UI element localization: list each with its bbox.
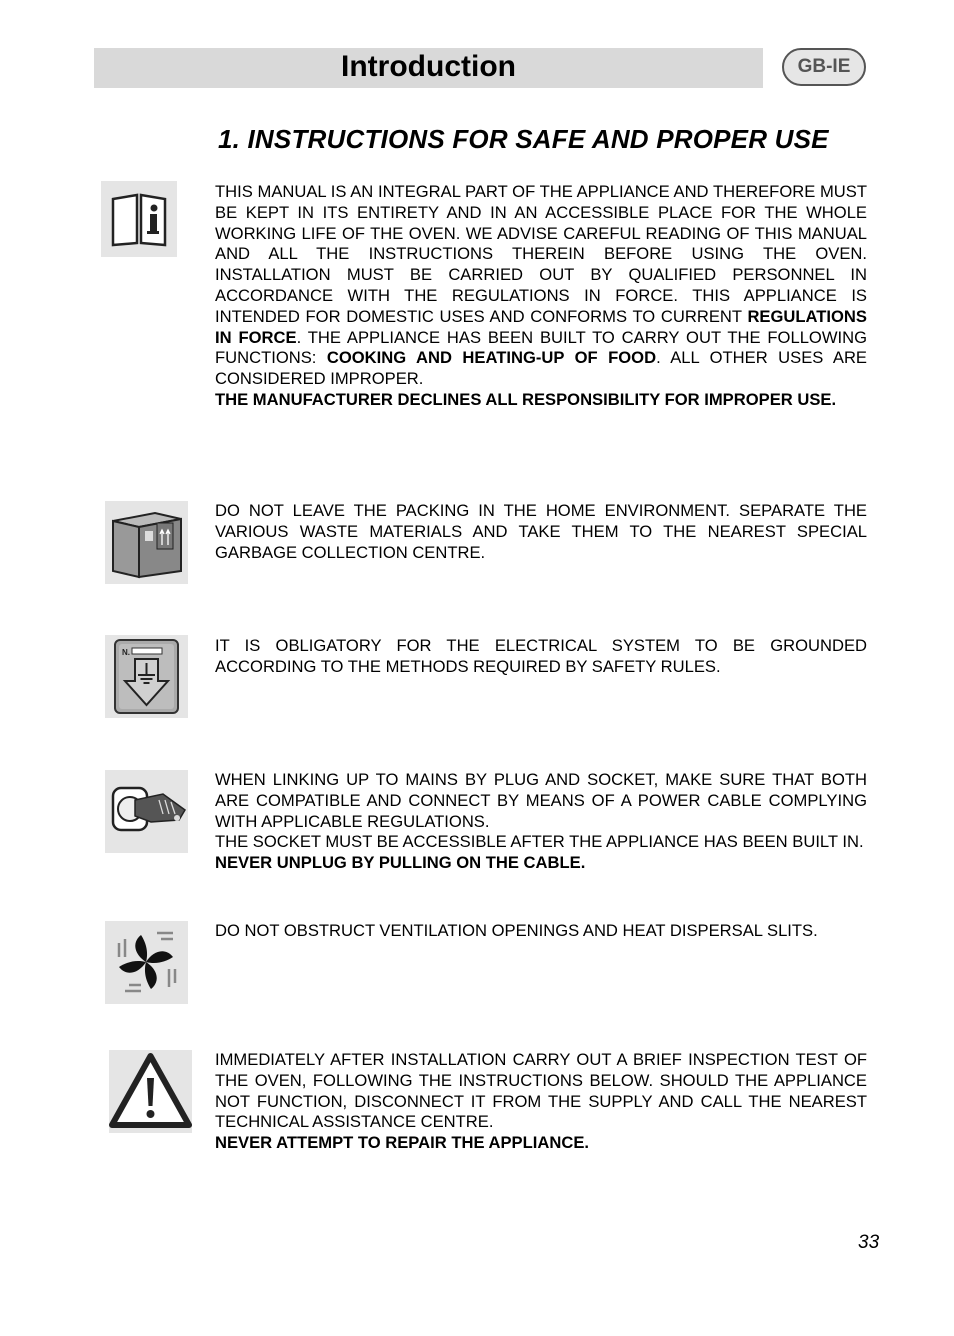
manual-paragraph xyxy=(215,182,867,390)
ventilation-text-block xyxy=(215,921,867,942)
page-number: 33 xyxy=(858,1232,880,1253)
ground-text-block xyxy=(215,636,867,678)
packing-box-icon xyxy=(105,501,188,584)
manual-info-icon xyxy=(101,181,177,257)
manual-text-1: THIS MANUAL IS AN INTEGRAL PART OF THE APPLIANCE AND THEREFORE MUST BE KEPT IN ITS ENTIRETY AND IN AN ACCESSIBLE PLACE FOR THE WHOLE WORKING LIFE OF THE OVEN. WE ADVISE CAREFUL READING OF THIS MANUAL AND ALL THE INSTRUCTIONS THEREIN BEFORE USING THE OVEN. INSTALLATION MUST BE CARRIED OUT BY QUALIFIED PERSONNEL IN ACCORDANCE WITH THE REGULATIONS IN FORCE. THIS APPLIANCE IS INTENDED FOR DOMESTIC USES AND CONFORMS TO CURRENT xyxy=(215,182,867,326)
manual-bold-regulations: REGULATIONS IN FORCE xyxy=(215,306,867,347)
ground-paragraph: IT IS OBLIGATORY FOR THE ELECTRICAL SYSTEM TO BE GROUNDED ACCORDING TO THE METHODS REQUIRED BY SAFETY RULES. xyxy=(215,636,867,676)
plug-paragraph-1: WHEN LINKING UP TO MAINS BY PLUG AND SOCKET, MAKE SURE THAT BOTH ARE COMPATIBLE AND CONNECT BY MEANS OF A POWER CABLE COMPLYING WITH APPLICABLE REGULATIONS. xyxy=(215,770,867,831)
warning-triangle-icon xyxy=(109,1050,192,1133)
manual-bold-functions: COOKING AND HEATING-UP OF FOOD xyxy=(326,348,657,368)
manual-text-3: . ALL OTHER USES ARE CONSIDERED IMPROPER. xyxy=(215,348,867,389)
ventilation-fan-icon xyxy=(105,921,188,1004)
manual-text-2: . THE APPLIANCE HAS BEEN BUILT TO CARRY OUT THE FOLLOWING FUNCTIONS: xyxy=(215,327,867,368)
packing-text-block xyxy=(215,501,867,563)
plug-warning: NEVER UNPLUG BY PULLING ON THE CABLE. xyxy=(215,853,586,873)
inspection-warning: NEVER ATTEMPT TO REPAIR THE APPLIANCE. xyxy=(215,1133,589,1153)
manual-disclaimer: THE MANUFACTURER DECLINES ALL RESPONSIBILITY FOR IMPROPER USE. xyxy=(215,389,837,409)
inspection-text-block xyxy=(215,1050,867,1154)
ventilation-paragraph: DO NOT OBSTRUCT VENTILATION OPENINGS AND HEAT DISPERSAL SLITS. xyxy=(215,921,818,940)
svg-text:N.: N. xyxy=(122,648,130,657)
ground-earth-icon xyxy=(105,635,188,718)
plug-text-block xyxy=(215,770,867,874)
packing-paragraph: DO NOT LEAVE THE PACKING IN THE HOME ENVIRONMENT. SEPARATE THE VARIOUS WASTE MATERIALS AND TAKE THEM TO THE NEAREST SPECIAL GARBAGE COLLECTION CENTRE. xyxy=(215,501,867,562)
page-title: Introduction xyxy=(341,50,516,83)
region-badge: GB-IE xyxy=(782,48,866,86)
plug-paragraph-2: THE SOCKET MUST BE ACCESSIBLE AFTER THE APPLIANCE HAS BEEN BUILT IN. xyxy=(215,832,864,852)
header-bar xyxy=(94,48,763,88)
section-title: 1. INSTRUCTIONS FOR SAFE AND PROPER USE xyxy=(218,124,829,154)
inspection-paragraph: IMMEDIATELY AFTER INSTALLATION CARRY OUT A BRIEF INSPECTION TEST OF THE OVEN, FOLLOWING THE INSTRUCTIONS BELOW. SHOULD THE APPLIANCE NOT FUNCTION, DISCONNECT IT FROM THE SUPPLY AND CALL THE NEAREST TECHNICAL ASSISTANCE CENTRE. xyxy=(215,1050,867,1132)
manual-text-block xyxy=(215,182,867,411)
plug-socket-icon xyxy=(105,770,188,853)
